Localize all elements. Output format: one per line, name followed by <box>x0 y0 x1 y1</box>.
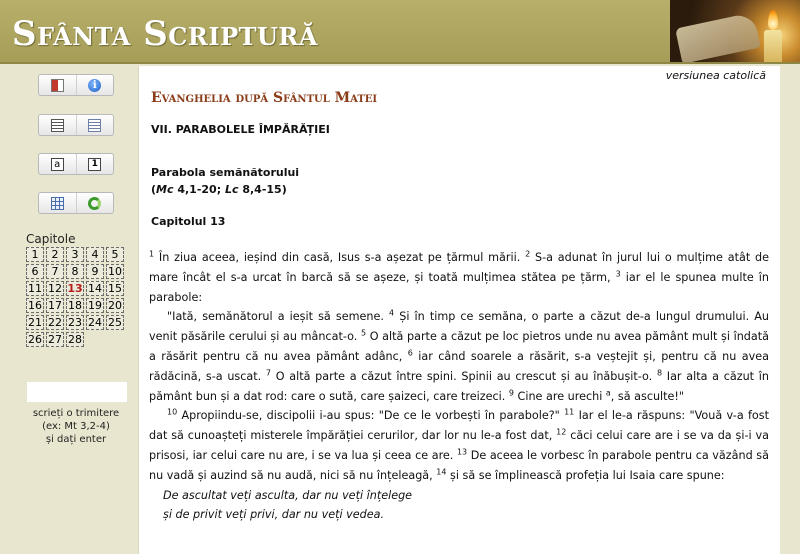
chapter-link[interactable]: 21 <box>28 316 42 329</box>
toolbar-row-4 <box>38 192 114 214</box>
book-icon <box>51 79 64 92</box>
chapter-link[interactable]: 12 <box>48 282 62 295</box>
verse-text: O altă parte a căzut pe loc pietros unde nu avea pământ mult și îndată a răsărit pentru că nu avea pământ adânc, <box>149 330 769 363</box>
chapter-link[interactable]: 19 <box>88 299 102 312</box>
verse-number: 9 <box>508 387 514 397</box>
verse-number: 3 <box>615 269 621 279</box>
paragraph <box>149 406 769 485</box>
section-title: VII. PARABOLELE ÎMPĂRĂȚIEI <box>151 123 330 136</box>
chapter-link[interactable]: 20 <box>108 299 122 312</box>
verse-text: "Iată, semănătorul a ieșit să semene. <box>167 310 384 324</box>
ref-range-mc[interactable]: 4,1-20; <box>177 183 222 196</box>
chapter-link[interactable]: 1 <box>26 247 44 262</box>
plain-text-view-button[interactable] <box>39 115 76 135</box>
candle-flame-icon <box>768 10 778 30</box>
verse-text: S-a adunat în jurul lui o mulțime atât de mare încât el s-a urcat în barcă să se așeze, și toată mulțimea stătea pe țărm, <box>149 251 770 284</box>
sidebar <box>0 66 138 554</box>
chapter-link[interactable]: 23 <box>68 316 82 329</box>
reference-input[interactable] <box>27 382 127 402</box>
verse-number: 2 <box>525 249 531 259</box>
verse-numbers-button[interactable] <box>76 154 114 174</box>
verse-text: O altă parte a căzut între spini. Spinii au crescut și au înăbușit-o. <box>275 369 653 383</box>
verse-text: De aceea le vorbesc în parabole pentru ca văzând să nu vadă și auzind să nu audă, nici să nu înțeleagă, <box>149 448 769 482</box>
chapter-link[interactable]: 28 <box>68 333 82 346</box>
pericope-title: Parabola semănătorului <box>151 166 300 179</box>
header-candle-book-image <box>670 0 800 64</box>
ref-book-mc[interactable]: Mc <box>156 183 174 196</box>
verse-number: 4 <box>389 308 395 318</box>
info-icon: i <box>88 79 101 92</box>
refresh-button[interactable] <box>76 193 114 213</box>
chapter-link[interactable]: 18 <box>68 299 82 312</box>
refresh-icon <box>88 197 101 210</box>
verse-number: 1 <box>149 249 155 259</box>
verse-text: Iar alta a căzut în pământ bun și a dat rod: care o sută, care șaizeci, care treizeci. <box>149 369 769 403</box>
book-title: Evanghelia după Sfântul Matei <box>151 90 378 106</box>
verse-number: 10 <box>167 407 178 417</box>
letter-notes-button[interactable] <box>39 154 76 174</box>
lines-icon <box>51 119 64 132</box>
chapter-link[interactable]: 16 <box>28 299 42 312</box>
reference-help <box>14 407 138 446</box>
chapter-heading: Capitolul 13 <box>151 215 226 228</box>
verse-number: 6 <box>407 348 413 358</box>
site-title[interactable]: Sfânta Scriptură <box>12 14 318 54</box>
verse-number: 11 <box>564 407 575 417</box>
chapters-label: Capitole <box>26 232 76 246</box>
info-button[interactable] <box>76 75 114 95</box>
reference-help-line: scrieți o trimitere <box>32 408 120 419</box>
verse-text: și să se împlinească profeția lui Isaia care spune: <box>450 468 725 482</box>
chapter-link[interactable]: 17 <box>48 299 62 312</box>
chapter-link[interactable]: 2 <box>46 247 64 262</box>
scripture-content <box>138 66 780 554</box>
chapter-link[interactable]: 14 <box>88 282 102 295</box>
verse-text: Cine are urechi <box>517 389 603 403</box>
chapter-link[interactable]: 11 <box>28 282 42 295</box>
candle-icon <box>764 30 782 64</box>
version-label: versiunea catolică <box>665 69 766 82</box>
chapter-link[interactable]: 22 <box>48 316 62 329</box>
ref-book-lc[interactable]: Lc <box>224 183 239 196</box>
chapter-link[interactable]: 6 <box>26 264 44 279</box>
right-margin <box>780 66 800 554</box>
verse-text: , să asculte!" <box>610 389 685 403</box>
calendar-button[interactable] <box>39 193 76 213</box>
chapter-link[interactable]: 15 <box>108 282 122 295</box>
verse-number: 7 <box>265 368 271 378</box>
grid-icon <box>51 197 64 210</box>
poem-line: De ascultat veți asculta, dar nu veți înțelege <box>163 488 413 502</box>
chapter-link[interactable]: 27 <box>48 333 62 346</box>
chapter-link[interactable]: 9 <box>86 264 104 279</box>
paragraph <box>149 307 769 406</box>
verse-text: iar el le spunea multe în parabole: <box>149 270 769 304</box>
reference-help-line: (ex: Mt 3,2-4) <box>42 421 110 432</box>
paragraph <box>149 248 769 307</box>
chapter-link[interactable]: 25 <box>108 316 122 329</box>
chapter-text <box>149 248 769 525</box>
book-button[interactable] <box>39 75 76 95</box>
reference-help-line: și dați enter <box>45 434 107 445</box>
chapter-link[interactable]: 26 <box>28 333 42 346</box>
verse-text: În ziua aceea, ieșind din casă, Isus s-a așezat pe țărmul mării. <box>158 251 521 264</box>
chapter-link[interactable]: 4 <box>86 247 104 262</box>
toolbar-row-3 <box>38 153 114 175</box>
chapter-link[interactable]: 10 <box>108 265 122 278</box>
footnote-link[interactable]: a <box>605 387 611 397</box>
chapter-link[interactable]: 3 <box>66 247 84 262</box>
verse-text: Și în timp ce semăna, o parte a căzut de-a lungul drumului. Au venit păsările cerului și au mâncat-o. <box>149 310 770 344</box>
chapter-link[interactable]: 7 <box>46 264 64 279</box>
chapter-link[interactable]: 13 <box>67 282 83 295</box>
poem-line: și de privit veți privi, dar nu veți vedea. <box>163 508 385 522</box>
chapter-link[interactable]: 24 <box>88 316 102 329</box>
pericope-references: (Mc 4,1-20; Lc 8,4-15) <box>151 183 287 196</box>
list-view-button[interactable] <box>76 115 114 135</box>
toolbar-row-2 <box>38 114 114 136</box>
verse-text: Iar el le-a răspuns: "Vouă v-a fost dat să cunoașteți misterele împărăției cerurilor, dar lor nu le-a fost dat, <box>149 409 769 443</box>
verse-text: iar când soarele a răsărit, s-a veștejit și, pentru că nu avea rădăcină, s-a uscat. <box>149 349 769 383</box>
verse-number: 13 <box>456 447 468 457</box>
verse-number: 8 <box>656 368 663 378</box>
letter-a-icon: a <box>51 158 64 171</box>
chapter-link[interactable]: 8 <box>66 264 84 279</box>
ref-range-lc[interactable]: 8,4-15) <box>242 183 287 196</box>
verse-text: Apropiindu-se, discipolii i-au spus: "De ce le vorbești în parabole?" <box>181 409 560 423</box>
site-header <box>0 0 800 64</box>
verse-number: 14 <box>436 467 447 477</box>
number-1-icon: 1 <box>88 158 101 171</box>
open-book-icon <box>675 12 761 64</box>
pericope-heading <box>151 164 299 198</box>
chapters-grid <box>25 246 125 348</box>
verse-text: căci celui care are i se va da și-i va prisosi, iar celui care nu are, i se va lua și ceea ce are. <box>149 429 769 462</box>
verse-number: 12 <box>556 427 567 437</box>
toolbar-row-1 <box>38 74 114 96</box>
list-icon <box>88 119 101 132</box>
verse-number: 5 <box>360 328 367 338</box>
chapter-link[interactable]: 5 <box>106 247 124 262</box>
